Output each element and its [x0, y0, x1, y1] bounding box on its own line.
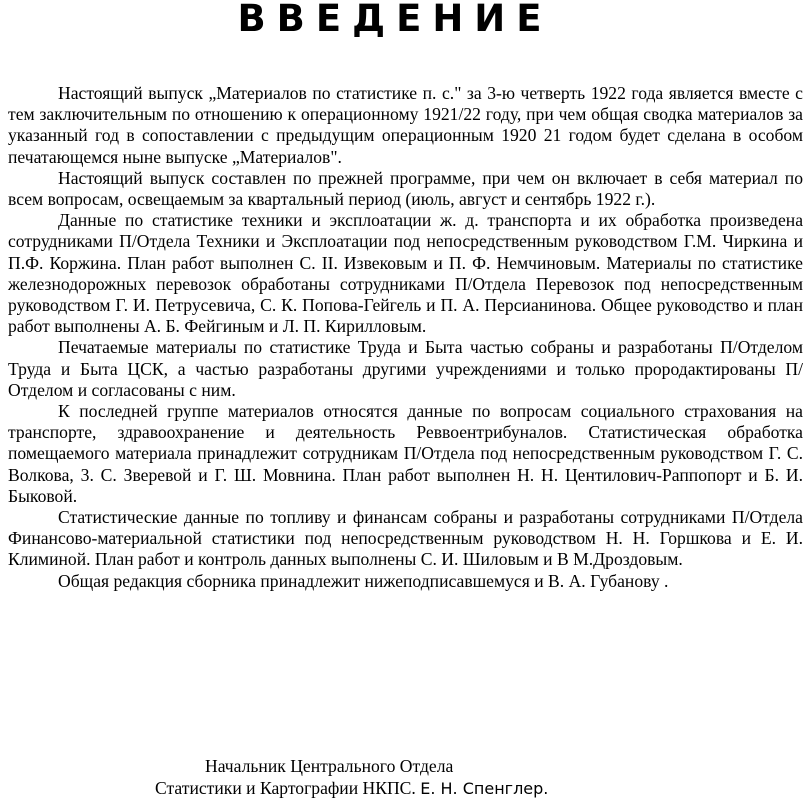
paragraph-7: Общая редакция сборника принадлежит нижеподписавшемуся и В. А. Губанову . [58, 570, 669, 591]
signature-department-line [155, 777, 548, 800]
page-title: ВВЕДЕНИЕ [237, 0, 553, 40]
paragraph-1: Настоящий выпуск „Материалов по статистике п. с." за 3-ю четверть 1922 года является вместе с тем заключительным по отношению к операционному 1921/22 году, при чем общая сводка материалов за указанный год в сопоставлении с предыдущим операционным 1920 21 годом будет сделана в особом печатающемся ныне выпуске „Материалов". [8, 83, 803, 167]
signature-department: Статистики и Картографии НКПС. [155, 778, 416, 798]
paragraph-5: К последней группе материалов относятся данные по вопросам социального страхования на транспорте, здравоохранение и деятельность Реввоентрибуналов. Статистическая обработка помещаемого материала принадлежит сотрудникам П/Отдела под непосредственным руководством Г. С. Волкова, 3. С. Зверевой и Г. Ш. Мовнина. План работ выполнен Н. Н. Центилович-Раппопорт и Б. И. Быковой. [8, 401, 803, 506]
paragraph-4: Печатаемые материалы по статистике Труда и Быта частью собраны и разработаны П/Отделом Труда и Быта ЦСК, а частью разработаны другими учреждениями и только прородактированы П/Отделом и согласованы с ним. [8, 337, 803, 400]
signature-name: Е. Н. Спенглер. [420, 779, 549, 798]
paragraph-6: Статистические данные по топливу и финансам собраны и разработаны сотрудниками П/Отдела Финансово-материальной статистики под непосредственным руководством Н. Н. Горшкова и Е. И. Климиной. План работ и контроль данных выполнены С. И. Шиловым и В М.Дроздовым. [8, 507, 803, 570]
document-body [8, 83, 803, 592]
signature-position: Начальник Центрального Отдела [205, 756, 454, 776]
paragraph-2: Настоящий выпуск составлен по прежней программе, при чем он включает в себя материал по всем вопросам, освещаемым за квартальный период (июль, август и сентябрь 1922 г.). [8, 167, 803, 210]
paragraph-3: Данные по статистике техники и эксплоатации ж. д. транспорта и их обработка произведена сотрудниками П/Отдела Техники и Эксплоатации под непосредственным руководством Г.М. Чиркина и П.Ф. Коржина. План работ выполнен С. II. Извековым и П. Ф. Немчиновым. Материалы по статистике железнодорожных перевозок обработаны сотрудниками П/Отдела Перевозок под непосредственным руководством Г. И. Петрусевича, С. К. Попова-Гейгель и П. А. Персианинова. Общее руководство и план работ выполнены А. Б. Фейгиным и Л. П. Кирилловым. [8, 210, 803, 337]
